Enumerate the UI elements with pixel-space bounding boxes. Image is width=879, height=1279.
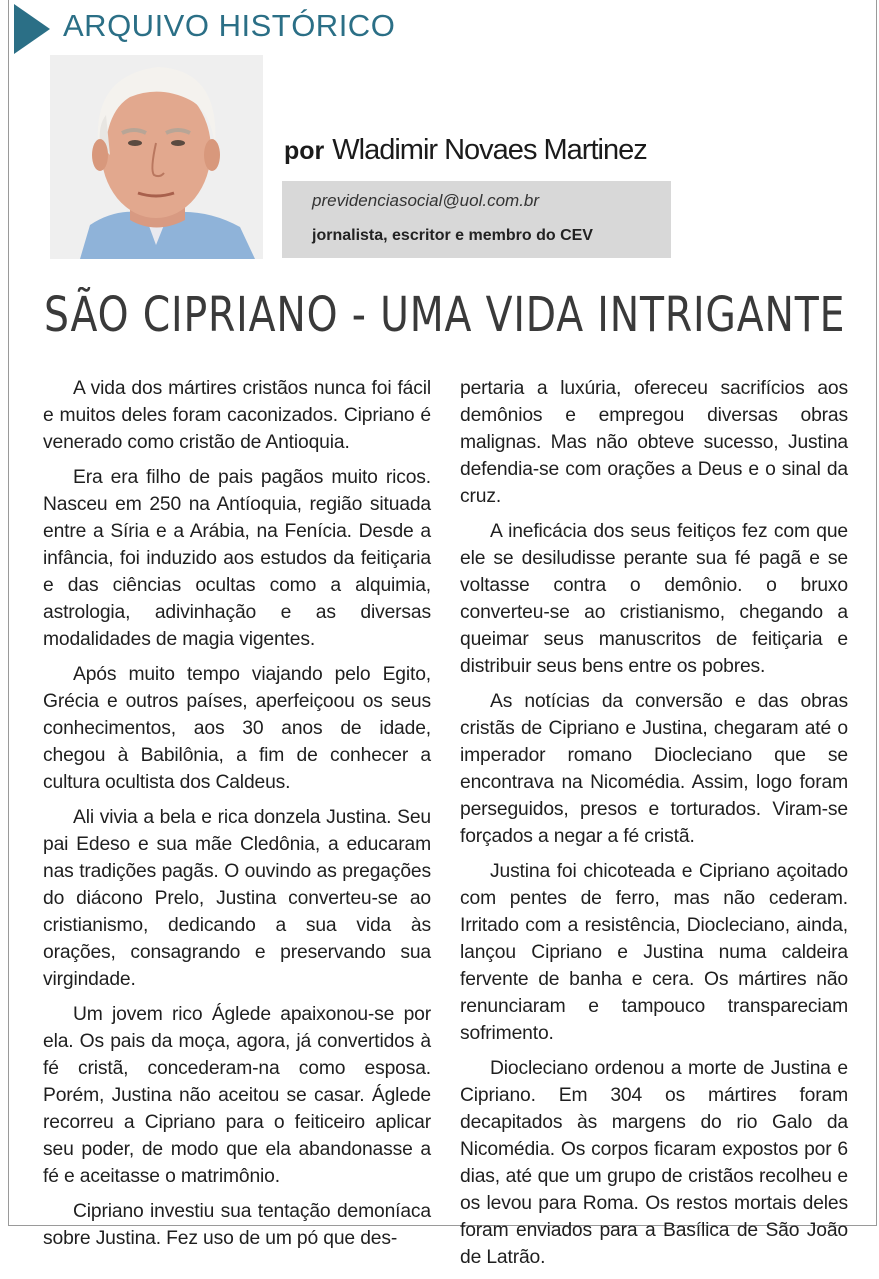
- article-column-right: [460, 375, 848, 1279]
- author-name: Wladimir Novaes Martinez: [332, 134, 647, 166]
- section-arrow-icon: [14, 4, 50, 54]
- paragraph: Após muito tempo viajando pelo Egito, Grécia e outros países, aperfeiçoou os seus conhecimentos, aos 30 anos de idade, chegou à Babilônia, a fim de conhecer a cultura ocultista dos Caldeus.: [43, 664, 431, 793]
- paragraph: Um jovem rico Áglede apaixonou-se por ela. Os pais da moça, agora, já convertidos à fé cristã, concederam-na como esposa. Porém, Justina não aceitou se casar. Áglede recorreu a Cipriano para o feiticeiro aplicar seu poder, de modo que ela abandonasse a fé e aceitasse o matrimônio.: [43, 1004, 431, 1187]
- author-email[interactable]: previdenciasocial@uol.com.br: [312, 191, 540, 210]
- byline-prefix: por: [284, 137, 325, 165]
- paragraph: A vida dos mártires cristãos nunca foi fácil e muitos deles foram caconizados. Cipriano é venerado como cristão de Antioquia.: [43, 378, 431, 453]
- paragraph-continuation: pertaria a luxúria, ofereceu sacrifícios aos demônios e empregou diversas obras malignas. Mas não obteve sucesso, Justina defendia-se com orações a Deus e o sinal da cruz.: [460, 378, 848, 507]
- paragraph: Diocleciano ordenou a morte de Justina e Cipriano. Em 304 os mártires foram decapitados às margens do rio Galo da Nicomédia. Os corpos ficaram expostos por 6 dias, até que um grupo de cristãos recolheu e os levou para Roma. Os restos mortais deles foram enviados para a Basílica de São João de Latrão.: [460, 1058, 848, 1268]
- article-headline: SÃO CIPRIANO - UMA VIDA INTRIGANTE: [44, 287, 846, 343]
- paragraph: Justina foi chicoteada e Cipriano açoitado com pentes de ferro, mas não cederam. Irritado com a resistência, Diocleciano, ainda, lançou Cipriano e Justina numa caldeira fervente de banha e cera. Os mártires não renunciaram e tampouco transpareciam sofrimento.: [460, 861, 848, 1044]
- paragraph: Cipriano investiu sua tentação demoníaca sobre Justina. Fez uso de um pó que des-: [43, 1201, 431, 1249]
- paragraph: As notícias da conversão e das obras cristãs de Cipriano e Justina, chegaram até o imperador romano Diocleciano que se encontrava na Nicomédia. Assim, logo foram perseguidos, presos e torturados. Viram-se forçados a negar a fé cristã.: [460, 691, 848, 847]
- author-role: jornalista, escritor e membro do CEV: [312, 227, 593, 244]
- paragraph: Era era filho de pais pagãos muito ricos. Nasceu em 250 na Antíoquia, região situada entre a Síria e a Arábia, na Fenícia. Desde a infância, foi induzido aos estudos da feitiçaria e das ciências ocultas como a alquimia, astrologia, adivinhação e as diversas modalidades de magia vigentes.: [43, 467, 431, 650]
- author-portrait: [50, 55, 263, 259]
- paragraph: Ali vivia a bela e rica donzela Justina. Seu pai Edeso e sua mãe Cledônia, a educaram nas tradições pagãs. O ouvindo as pregações do diácono Prelo, Justina converteu-se ao cristianismo, dedicando a sua vida às orações, consagrando e preservando sua virgindade.: [43, 807, 431, 990]
- section-title: ARQUIVO HISTÓRICO: [63, 8, 396, 43]
- paragraph: A ineficácia dos seus feitiços fez com que ele se desiludisse perante sua fé pagã e se voltasse contra o demônio. o bruxo converteu-se ao cristianismo, chegando a queimar seus manuscritos de feitiçaria e distribuir seus bens entre os pobres.: [460, 521, 848, 677]
- article-column-left: [43, 375, 431, 1260]
- author-byline: [284, 134, 647, 167]
- author-info-box: [282, 181, 671, 258]
